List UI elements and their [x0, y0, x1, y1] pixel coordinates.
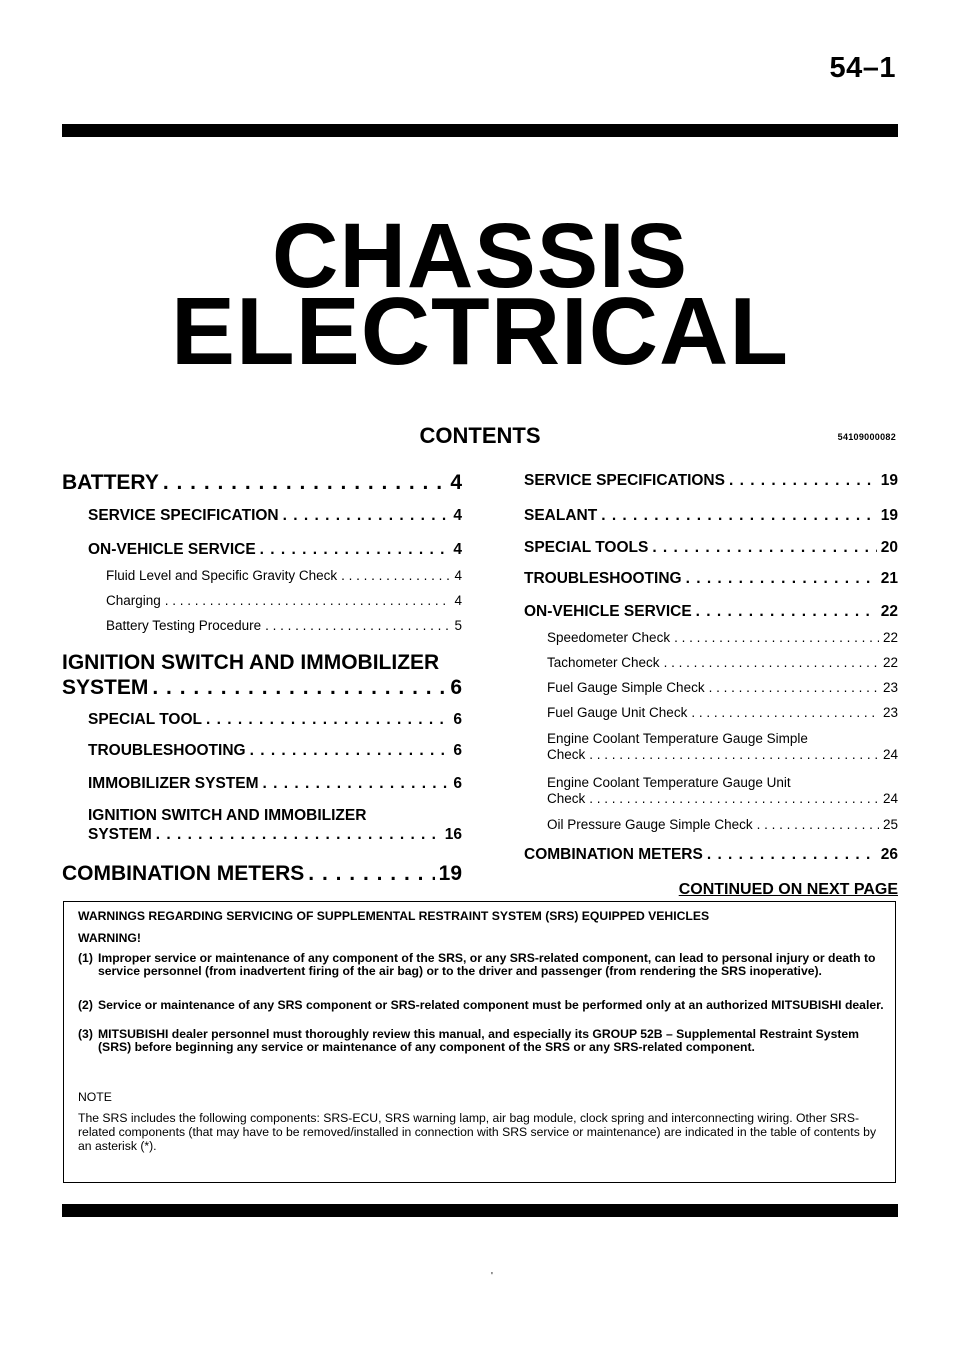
toc-page: 22: [882, 630, 898, 645]
toc-page: 6: [453, 742, 462, 759]
toc-label: TROUBLESHOOTING: [524, 570, 682, 587]
leader-dots: [696, 603, 877, 621]
toc-page: 4: [453, 541, 462, 558]
leader-dots: [152, 676, 446, 700]
leader-dots: [652, 539, 876, 557]
toc-coolant-simple-line1: Engine Coolant Temperature Gauge Simple: [547, 731, 808, 746]
leader-dots: [308, 862, 434, 886]
toc-entry-oil-pressure[interactable]: [547, 817, 898, 832]
contents-heading: CONTENTS: [419, 423, 541, 448]
stray-mark: ': [491, 1271, 493, 1282]
top-divider: [62, 124, 898, 137]
toc-page: 6: [450, 676, 462, 699]
toc-page: 20: [880, 539, 898, 556]
toc-entry-tachometer-check[interactable]: [547, 655, 898, 670]
toc-entry-fluid-level[interactable]: [106, 568, 462, 583]
toc-coolant-unit-line1: Engine Coolant Temperature Gauge Unit: [547, 775, 791, 790]
toc-label: COMBINATION METERS: [524, 846, 703, 863]
warning-label: WARNING!: [78, 931, 141, 945]
leader-dots: [165, 593, 451, 608]
continued-link[interactable]: CONTINUED ON NEXT PAGE: [678, 881, 898, 898]
toc-label: Battery Testing Procedure: [106, 618, 262, 633]
leader-dots: [709, 680, 879, 695]
toc-page: 5: [454, 618, 462, 633]
toc-label: Fuel Gauge Unit Check: [547, 705, 688, 720]
toc-entry-service-specification[interactable]: [88, 507, 462, 525]
toc-entry-service-specifications[interactable]: [524, 472, 898, 490]
warning-item-number: (2): [78, 998, 93, 1012]
leader-dots: [729, 472, 877, 490]
toc-page: 4: [454, 568, 462, 583]
toc-label: Tachometer Check: [547, 655, 660, 670]
toc-label: Check: [547, 791, 586, 806]
leader-dots: [283, 507, 450, 525]
toc-entry-special-tool[interactable]: [88, 711, 462, 729]
toc-entry-troubleshooting[interactable]: [88, 742, 462, 760]
leader-dots: [691, 705, 879, 720]
page-number: 54–1: [829, 52, 896, 84]
toc-entry-ignition-switch-sub[interactable]: [88, 826, 462, 844]
toc-label: Charging: [106, 593, 161, 608]
leader-dots: [206, 711, 449, 729]
leader-dots: [163, 471, 446, 495]
toc-label: ON-VEHICLE SERVICE: [524, 603, 692, 620]
leader-dots: [664, 655, 879, 670]
toc-page: 21: [880, 570, 898, 587]
toc-page: 4: [454, 593, 462, 608]
toc-label: SERVICE SPECIFICATIONS: [524, 472, 725, 489]
warning-item-1: [78, 952, 888, 978]
toc-page: 16: [444, 826, 462, 843]
toc-entry-battery[interactable]: [62, 471, 462, 495]
toc-label: Speedometer Check: [547, 630, 671, 645]
toc-label: SPECIAL TOOL: [88, 711, 202, 728]
toc-page: 19: [438, 862, 462, 885]
toc-page: 26: [880, 846, 898, 863]
leader-dots: [250, 742, 450, 760]
toc-label: Fluid Level and Specific Gravity Check: [106, 568, 338, 583]
toc-entry-charging[interactable]: [106, 593, 462, 608]
leader-dots: [156, 826, 441, 844]
toc-entry-on-vehicle-service[interactable]: [88, 541, 462, 559]
toc-page: 22: [882, 655, 898, 670]
toc-entry-combination-meters-right[interactable]: [524, 846, 898, 864]
toc-ignition-switch-sub-line1: IGNITION SWITCH AND IMMOBILIZER: [88, 807, 367, 824]
toc-entry-combination-meters[interactable]: [62, 862, 462, 886]
toc-entry-coolant-simple[interactable]: [547, 747, 898, 762]
warning-item-text: MITSUBISHI dealer personnel must thoroughly review this manual, and especially its GROUP 52B – Supplemental Restraint System (SRS) before beginning any service or maintenance of any component of the SRS or any SRS-related component.: [98, 1027, 860, 1055]
toc-entry-coolant-unit[interactable]: [547, 791, 898, 806]
toc-page: 23: [882, 680, 898, 695]
bottom-divider: [62, 1204, 898, 1217]
toc-entry-speedometer-check[interactable]: [547, 630, 898, 645]
toc-entry-battery-testing[interactable]: [106, 618, 462, 633]
leader-dots: [265, 618, 450, 633]
toc-label: SEALANT: [524, 507, 598, 524]
toc-label: COMBINATION METERS: [62, 862, 305, 885]
toc-page: 19: [880, 507, 898, 524]
leader-dots: [757, 817, 879, 832]
toc-label: Check: [547, 747, 586, 762]
section-title-line2: ELECTRICAL: [171, 278, 789, 385]
leader-dots: [260, 541, 450, 559]
leader-dots: [686, 570, 877, 588]
toc-page: 6: [453, 775, 462, 792]
warning-item-text: Service or maintenance of any SRS component or SRS-related component must be performed only at an authorized MITSUBISHI dealer.: [98, 998, 884, 1012]
toc-page: 6: [453, 711, 462, 728]
warning-item-3: [78, 1028, 888, 1054]
warning-heading: WARNINGS REGARDING SERVICING OF SUPPLEMENTAL RESTRAINT SYSTEM (SRS) EQUIPPED VEHICLES: [78, 909, 710, 923]
toc-page: 23: [882, 705, 898, 720]
toc-ignition-switch-line1: IGNITION SWITCH AND IMMOBILIZER: [62, 651, 440, 674]
srs-warning-box: [63, 901, 896, 1183]
toc-entry-on-vehicle-service-right[interactable]: [524, 603, 898, 621]
leader-dots: [589, 791, 879, 806]
leader-dots: [674, 630, 879, 645]
toc-entry-ignition-switch[interactable]: [62, 676, 462, 700]
toc-entry-fuel-gauge-unit[interactable]: [547, 705, 898, 720]
toc-page: 4: [453, 507, 462, 524]
toc-page: 4: [450, 471, 462, 494]
toc-entry-immobilizer-system[interactable]: [88, 775, 462, 793]
toc-label: SERVICE SPECIFICATION: [88, 507, 279, 524]
warning-item-text: Improper service or maintenance of any component of the SRS, or any SRS-related component, can lead to personal injury or death to service personnel (from inadvertent firing of the air bag) or to the driver and passenger (from rendering the SRS inoperative).: [98, 951, 876, 979]
section-title-line1: CHASSIS: [272, 205, 688, 307]
toc-label: TROUBLESHOOTING: [88, 742, 246, 759]
toc-entry-special-tools[interactable]: [524, 539, 898, 557]
leader-dots: [263, 775, 450, 793]
toc-label: ON-VEHICLE SERVICE: [88, 541, 256, 558]
note-text: The SRS includes the following components: SRS-ECU, SRS warning lamp, air bag module, clock spring and interconnecting wiring. Other SRS-related components (that may have to be removed/installed in connection with SRS service or maintenance) are indicated in the table of contents by an asterisk (*).: [78, 1111, 877, 1153]
leader-dots: [601, 507, 877, 525]
toc-page: 24: [882, 791, 898, 806]
toc-page: 19: [880, 472, 898, 489]
toc-page: 24: [882, 747, 898, 762]
note-label: NOTE: [78, 1090, 112, 1104]
leader-dots: [707, 846, 877, 864]
toc-label: SYSTEM: [88, 826, 152, 843]
leader-dots: [589, 747, 879, 762]
toc-entry-fuel-gauge-simple[interactable]: [547, 680, 898, 695]
warning-item-2: [78, 999, 888, 1012]
toc-label: IMMOBILIZER SYSTEM: [88, 775, 259, 792]
toc-page: 22: [880, 603, 898, 620]
warning-item-number: (3): [78, 1027, 93, 1041]
toc-page: 25: [882, 817, 898, 832]
toc-label: Fuel Gauge Simple Check: [547, 680, 705, 695]
toc-entry-troubleshooting-right[interactable]: [524, 570, 898, 588]
document-code: 54109000082: [837, 432, 896, 442]
toc-label: BATTERY: [62, 471, 159, 494]
toc-label: SYSTEM: [62, 676, 149, 699]
warning-item-number: (1): [78, 951, 93, 965]
toc-label: SPECIAL TOOLS: [524, 539, 649, 556]
leader-dots: [341, 568, 450, 583]
toc-label: Oil Pressure Gauge Simple Check: [547, 817, 753, 832]
toc-entry-sealant[interactable]: [524, 507, 898, 525]
